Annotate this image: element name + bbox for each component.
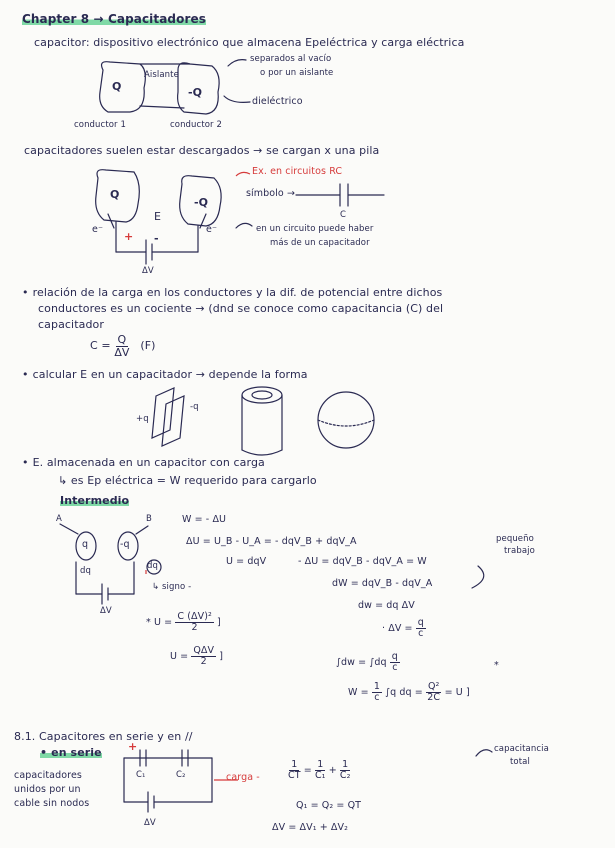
eq-w: W = - ΔU bbox=[182, 514, 227, 525]
label-dv: ΔV bbox=[142, 266, 154, 276]
series-c1: C₁ bbox=[136, 770, 146, 780]
series-heading: 8.1. Capacitores en serie y en // bbox=[14, 730, 193, 743]
cap-total-2: total bbox=[510, 757, 530, 767]
calc-e-text: • calcular E en un capacitador → depende la forma bbox=[22, 368, 308, 381]
page-title: Chapter 8 → Capacitadores bbox=[22, 12, 206, 26]
note-vacuum: separados al vacío bbox=[250, 54, 332, 64]
plus-sign: + bbox=[124, 230, 134, 243]
series-c2: C₂ bbox=[176, 770, 186, 780]
eq-u-capacitance: * U = $\frac{\text{C (ΔV)²}}{2}$ ] bbox=[146, 611, 221, 633]
cylinder-top bbox=[242, 387, 282, 403]
note-trabajo: trabajo bbox=[504, 546, 535, 556]
field-e: E bbox=[154, 210, 162, 223]
eq-w-result: W = $\frac{1}{c}$ ∫q dq = $\frac{\text{Q²}}{2C}$ = U ] bbox=[348, 681, 470, 703]
example-rc: Ex. en circuitos RC bbox=[252, 166, 343, 177]
dq-right: dq bbox=[147, 561, 158, 571]
series-desc2: unidos por un bbox=[14, 784, 81, 795]
series-q-eq: Q₁ = Q₂ = QT bbox=[296, 800, 362, 811]
energy-line1: • E. almacenada en un capacitor con carga bbox=[22, 456, 265, 469]
label-minus-q: -Q bbox=[188, 86, 203, 99]
en-serie-label: • en serie bbox=[40, 746, 102, 759]
discharge-text: capacitadores suelen estar descargados → se cargan x una pila bbox=[24, 144, 380, 157]
eq-dw-dq: dw = dq ΔV bbox=[358, 600, 415, 611]
circuit-note-1: en un circuito puede haber bbox=[256, 224, 374, 234]
label-conductor2: conductor 2 bbox=[170, 120, 222, 130]
label-aislante: Aislante bbox=[144, 70, 179, 80]
eq-u-charge: U = $\frac{\text{QΔV}}{2}$ ] bbox=[170, 645, 224, 667]
capacitor-definition: capacitor: dispositivo electrónico que almacena Epeléctrica y carga eléctrica bbox=[34, 36, 465, 49]
minus-sign: - bbox=[154, 232, 159, 245]
symbol-label: símbolo → bbox=[246, 188, 296, 199]
relation-line1: • relación de la carga en los conductores y la dif. de potencial entre dichos bbox=[22, 286, 442, 299]
series-plus: + bbox=[128, 740, 138, 753]
intermedio-label: Intermedio bbox=[60, 494, 130, 507]
dq-left: dq bbox=[80, 566, 91, 576]
conductor1-shape bbox=[100, 62, 146, 112]
series-desc3: cable sin nodos bbox=[14, 798, 90, 809]
eq-delta-v: · ΔV = $\frac{q}{c}$ bbox=[382, 617, 424, 639]
relation-line2: conductores es un cociente → (dnd se conoce como capacitancia (C) del bbox=[38, 302, 444, 315]
plus-q: +q bbox=[136, 414, 149, 424]
sign-note: ↳ signo - bbox=[152, 582, 192, 592]
point-b: B bbox=[146, 514, 152, 524]
charge-q: q bbox=[82, 539, 89, 550]
note-pequeno: pequeño bbox=[496, 534, 534, 544]
star-marker: * bbox=[494, 660, 499, 671]
label-dielectric: dieléctrico bbox=[252, 96, 303, 107]
series-dv: ΔV bbox=[144, 818, 156, 828]
plate-q: Q bbox=[110, 188, 120, 201]
energy-dv: ΔV bbox=[100, 606, 112, 616]
plate-minus-q: -Q bbox=[194, 196, 209, 209]
capacitance-formula: C = $\frac{Q}{\Delta V}$ (F) bbox=[90, 333, 156, 359]
label-conductor1: conductor 1 bbox=[74, 120, 126, 130]
series-carga: carga - bbox=[226, 772, 260, 783]
relation-line3: capacitador bbox=[38, 318, 105, 331]
electron-right: e⁻ bbox=[206, 224, 218, 235]
series-cap-eq: $\frac{1}{CT}$ = $\frac{1}{\text{C₁}}$ + $\frac{1}{\text{C₂}}$ bbox=[288, 759, 351, 781]
label-q: Q bbox=[112, 80, 122, 93]
eq-dw: dW = dqV_B - dqV_A bbox=[332, 578, 433, 589]
note-insulator: o por un aislante bbox=[260, 68, 334, 78]
eq-minus-delta-u: - ΔU = dqV_B - dqV_A = W bbox=[298, 556, 427, 567]
eq-u: U = dqV bbox=[226, 556, 267, 567]
electron-left: e⁻ bbox=[92, 224, 104, 235]
series-v-eq: ΔV = ΔV₁ + ΔV₂ bbox=[272, 822, 349, 833]
cap-total-1: capacitancia bbox=[494, 744, 549, 754]
energy-line2: ↳ es Ep eléctrica = W requerido para cargarlo bbox=[58, 474, 317, 487]
point-a: A bbox=[56, 514, 62, 524]
series-desc1: capacitadores bbox=[14, 770, 82, 781]
eq-integral: ∫dw = ∫dq $\frac{q}{c}$ bbox=[336, 651, 398, 673]
eq-delta-u: ΔU = U_B - U_A = - dqV_B + dqV_A bbox=[186, 536, 357, 547]
capacitor-c: C bbox=[340, 210, 347, 220]
charge-minus-q: -q bbox=[120, 539, 130, 550]
sphere bbox=[318, 392, 374, 448]
minus-q: -q bbox=[190, 402, 199, 412]
circuit-note-2: más de un capacitador bbox=[270, 238, 370, 248]
